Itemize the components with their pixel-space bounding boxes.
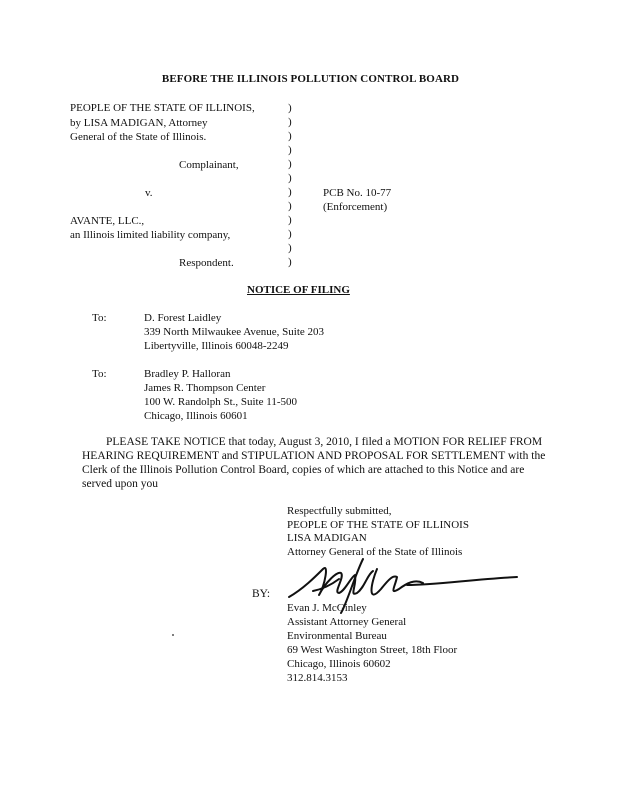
caption-bracket: ) [288,102,292,114]
caption-bracket: ) [288,144,292,156]
respondent-line: an Illinois limited liability company, [70,229,231,241]
closing-line: LISA MADIGAN [287,532,367,544]
signature-line: Environmental Bureau [287,630,387,642]
recipient-line: 339 North Milwaukee Avenue, Suite 203 [144,326,325,338]
by-label: BY: [252,588,271,600]
recipient-line: Bradley P. Halloran [144,368,231,380]
caption-bracket: ) [288,214,292,226]
caption-bracket: ) [288,256,292,268]
respondent-line: AVANTE, LLC., [70,215,145,227]
complainant-line: by LISA MADIGAN, Attorney [70,117,208,129]
versus-label: v. [145,187,153,199]
complainant-role: Complainant, [179,159,239,171]
notice-body [82,435,552,491]
caption-bracket: ) [288,228,292,240]
case-number: PCB No. 10-77 [323,187,392,199]
recipient-line: Libertyville, Illinois 60048-2249 [144,340,289,352]
signature-line: 312.814.3153 [287,672,348,684]
caption-bracket: ) [288,130,292,142]
complainant-line: PEOPLE OF THE STATE OF ILLINOIS, [70,102,255,114]
case-type: (Enforcement) [323,201,388,213]
caption-bracket: ) [288,116,292,128]
notice-body-text: PLEASE TAKE NOTICE that today, August 3, 2010, I filed a MOTION FOR RELIEF FROM HEARING REQUIREMENT and STIPULATION AND PROPOSAL FOR SETTLEMENT with the Clerk of the Illinois Pollution Control Board, copies of which are attached to this Notice and are served upon you [82,436,546,490]
recipient-line: D. Forest Laidley [144,312,222,324]
notice-heading: NOTICE OF FILING [247,284,350,296]
signature-line: Assistant Attorney General [287,616,407,628]
signature-line: 69 West Washington Street, 18th Floor [287,644,458,656]
document-title: BEFORE THE ILLINOIS POLLUTION CONTROL BOARD [161,73,460,85]
caption-bracket: ) [288,242,292,254]
scan-speck [172,634,174,636]
caption-bracket: ) [288,200,292,212]
to-label: To: [92,312,107,324]
closing-line: Attorney General of the State of Illinois [287,546,463,558]
respondent-role: Respondent. [179,257,234,269]
caption-bracket: ) [288,186,292,198]
signature-line: Evan J. McGinley [287,602,367,614]
caption-bracket: ) [288,158,292,170]
signature-line: Chicago, Illinois 60602 [287,658,391,670]
to-label: To: [92,368,107,380]
complainant-line: General of the State of Illinois. [70,131,207,143]
recipient-line: 100 W. Randolph St., Suite 11-500 [144,396,297,408]
recipient-line: Chicago, Illinois 60601 [144,410,248,422]
closing-line: Respectfully submitted, [287,505,392,517]
closing-line: PEOPLE OF THE STATE OF ILLINOIS [287,519,469,531]
caption-bracket: ) [288,172,292,184]
recipient-line: James R. Thompson Center [144,382,266,394]
